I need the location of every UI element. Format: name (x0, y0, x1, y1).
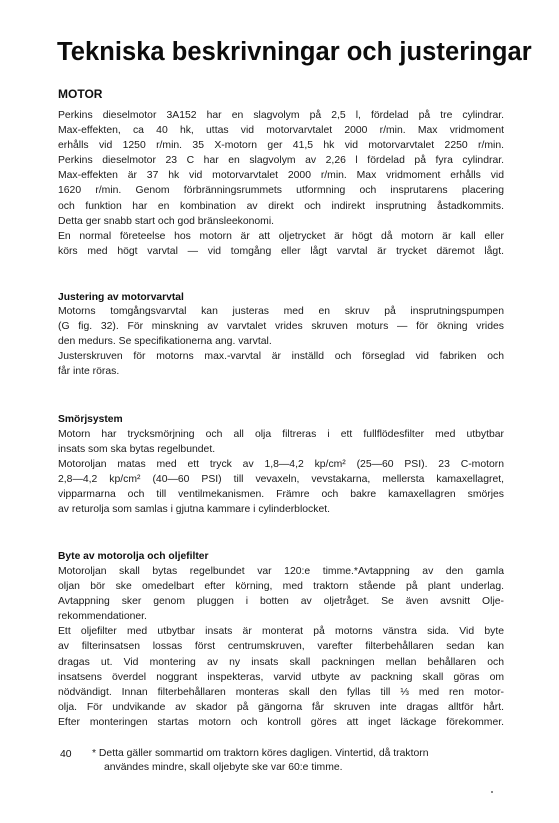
text-line: Perkins dieselmotor 3A152 har en slagvolym på 2,5 l, fördelad på tre cylindrar. (58, 110, 504, 121)
text-line: dragas ut. Vid montering av ny insats skall packningen mellan behållaren och (58, 656, 504, 668)
text-line: Max-effekten, ca 40 hk, uttas vid motorvarvtalet 2000 r/min. Max vridmoment (58, 125, 504, 137)
text-line: av filterinsatsen lossas först centrumskruven, varefter filterbehållaren sedan kan (58, 641, 504, 653)
text-line: Efter monteringen startas motorn och kontroll göres att inget läckage förekommer. (58, 716, 504, 728)
paragraph-smorjsystem (58, 427, 504, 518)
text-line: Avtappning sker genom pluggen i botten av oljetråget. Se även avsnitt Olje- (58, 596, 504, 608)
text-line: insats som ska bytas regelbundet. (58, 444, 216, 456)
text-line: får inte röras. (58, 366, 120, 378)
text-line: olja. För undvikande av skador på gängorna får skruven inte dragas alltför hårt. (58, 701, 504, 713)
text-line: (G fig. 32). För minskning av varvtalet vrides skruven moturs — för ökning vrides (58, 321, 504, 333)
text-line: Perkins dieselmotor 23 C har en slagvolym av 2,26 l fördelad på fyra cylindrar. (58, 155, 504, 167)
text-line: Motorns tomgångsvarvtal kan justeras med en skruv på insprutningspumpen (58, 306, 504, 317)
text-line: och funktion har en kombination av direkt och indirekt insprutning åstadkommits. (58, 200, 504, 212)
text-line: insatsens överdel noggrant inspekteras, varvid utbyte av packning skall göras om (58, 671, 504, 683)
text-line: den medurs. Se specifikationerna ang. varvtal. (58, 336, 272, 348)
section-heading-byte: Byte av motorolja och oljefilter (58, 551, 209, 562)
text-line: En normal företeelse hos motorn är att oljetrycket är högt då motorn är kall eller (58, 230, 504, 242)
text-line: Max-effekten är 37 hk vid motorvarvtalet 2000 r/min. Max vridmoment erhålls vid (58, 170, 504, 182)
text-line: vipparmarna och till ventilmekanismen. Främre och bakre kamaxellagren smörjes (58, 489, 504, 501)
text-line: 2,8—4,2 kp/cm² (40—60 PSI) till vevaxeln, vevstakarna, mellersta kamaxellagret, (58, 474, 504, 486)
section-heading-smorjsystem: Smörjsystem (58, 414, 123, 425)
text-line: 1620 r/min. Genom förbränningsrummets utformning och insprutarens placering (58, 185, 504, 197)
paragraph-justering (58, 304, 504, 379)
text-line: nödvändigt. Innan filterbehållaren monteras skall den fyllas till ⅓ med ren motor- (58, 686, 504, 698)
text-line: rekommendationer. (58, 611, 147, 623)
paragraph-byte (58, 564, 504, 730)
print-speck (491, 791, 493, 793)
section-heading-motor: MOTOR (58, 87, 103, 101)
footnote (92, 747, 510, 775)
text-line: Ett oljefilter med utbytbar insats är monterat på motorns vänstra sida. Vid byte (58, 626, 504, 638)
footnote-line: användes mindre, skall oljebyte ske var 60:e timme. (104, 761, 343, 773)
text-line: Detta ger snabb start och god bränsleekonomi. (58, 215, 275, 227)
text-line: Justerskruven för motorns max.-varvtal är inställd och förseglad vid fabriken och (58, 351, 504, 363)
text-line: av returolja som samlas i gjutna kammare i cylinderblocket. (58, 504, 330, 516)
text-line: Motorn har trycksmörjning och all olja filtreras i ett fullflödesfilter med utbytbar (58, 429, 504, 440)
text-line: erhålls vid 1250 r/min. 35 X-motorn ger 41,5 hk vid motorvarvtalet 2250 r/min. (58, 140, 504, 152)
paragraph-motor (58, 108, 504, 259)
page-title: Tekniska beskrivningar och justeringar (57, 38, 532, 66)
text-line: Motoroljan skall bytas regelbundet var 120:e timme.*Avtappning av den gamla (58, 566, 504, 577)
footnote-line: * Detta gäller sommartid om traktorn köres dagligen. Vintertid, då traktorn (92, 748, 429, 759)
text-line: körs med högt varvtal — vid tomgång eller lågt varvtal är trycket däremot lågt. (58, 245, 504, 257)
section-heading-justering: Justering av motorvarvtal (58, 292, 184, 303)
page-number: 40 (60, 749, 72, 760)
text-line: Motoroljan matas med ett tryck av 1,8—4,2 kp/cm² (25—60 PSI). 23 C-motorn (58, 459, 504, 471)
text-line: oljan bör ske omedelbart efter körning, med traktorn stående på plant underlag. (58, 581, 504, 593)
